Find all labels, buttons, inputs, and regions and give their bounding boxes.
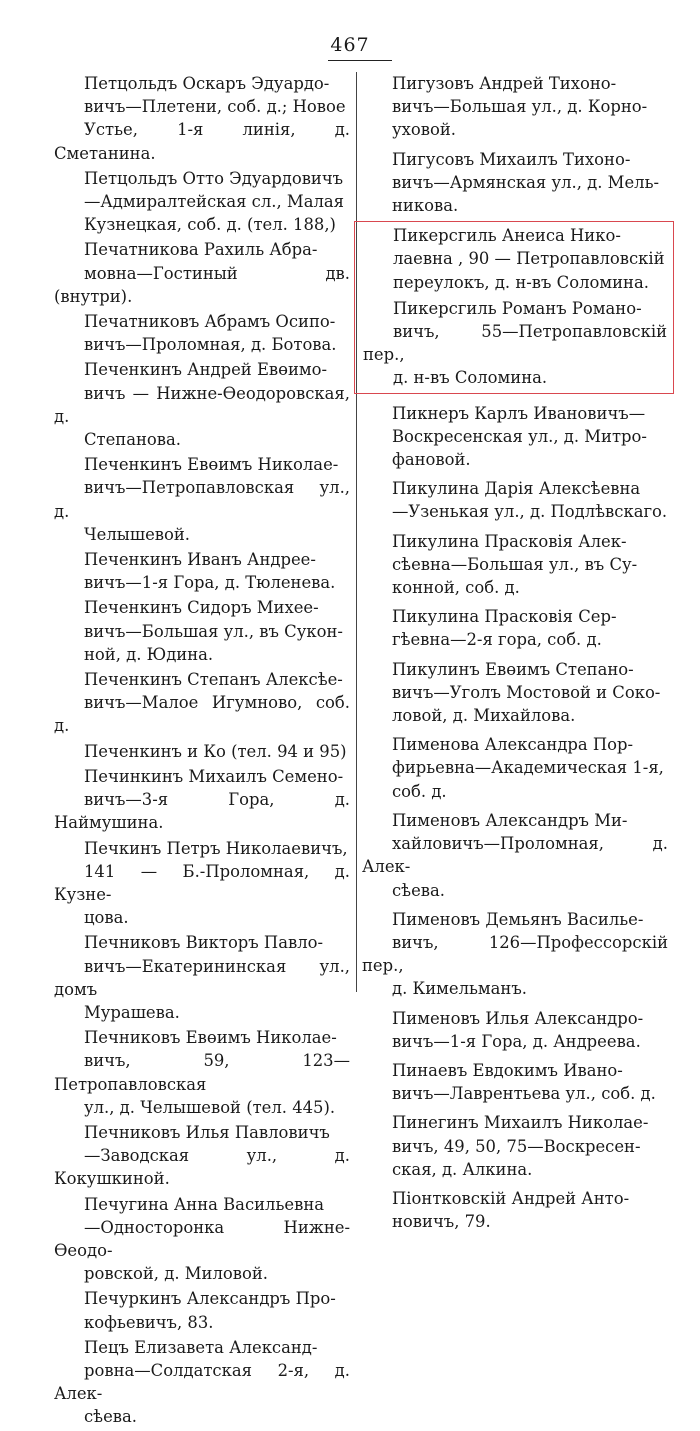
entry-line: —Адмиралтейская сл., Малая [84, 192, 344, 212]
entry-line: Пименова Александра Пор- [392, 735, 634, 755]
entry-line: Пикулина Дарія Алексѣевна [392, 479, 641, 499]
entry-line: вичъ—Петропавловская ул., д. [54, 478, 350, 521]
entry-line: вичъ—Уголъ Мостовой и Соко- [392, 682, 661, 702]
entry-line: Пигузовъ Андрей Тихоно- [392, 74, 617, 93]
entry-line: Челышевой. [84, 524, 190, 544]
entry-line: Пигусовъ Михаилъ Тихоно- [392, 149, 631, 169]
entry-line: сѣевна—Большая ул., въ Су- [392, 554, 638, 574]
page-number: 467 [330, 34, 370, 56]
left-column [54, 72, 350, 1431]
entry-line: фирьевна—Академическая 1-я, [392, 758, 664, 778]
entry-line: ловой, д. Михайлова. [392, 706, 576, 726]
entry-line: Устье, 1-я линія, д. Сметанина. [54, 120, 350, 163]
entry-line: Пикулина Прасковія Алек- [392, 531, 627, 551]
directory-entry [362, 1111, 668, 1181]
entry-line: лаевна , 90 — Петропавловскій [393, 249, 665, 269]
directory-entry [54, 1287, 350, 1333]
column-divider [356, 72, 357, 992]
page-number-rule [328, 60, 392, 61]
entry-line: Піонтковскій Андрей Анто- [392, 1188, 630, 1208]
entry-line: переулокъ, д. н-въ Соломина. [393, 272, 649, 292]
entry-line: Пинаевъ Евдокимъ Ивано- [392, 1060, 623, 1080]
directory-entry [54, 548, 350, 594]
directory-entry [54, 740, 350, 763]
directory-entry [54, 310, 350, 356]
entry-line: вичъ, 55—Петропавловскій пер., [363, 322, 667, 365]
directory-entry [362, 733, 668, 803]
directory-entry [362, 605, 668, 651]
entry-line: Печенкинъ Сидоръ Михее- [84, 598, 319, 618]
entry-line: вичъ—Плетени, соб. д.; Новое [84, 97, 346, 117]
entry-line: д. н-въ Соломина. [393, 368, 548, 388]
entry-line: Мурашева. [84, 1002, 180, 1022]
entry-line: ной, д. Юдина. [84, 644, 214, 664]
entry-line: Петцольдъ Отто Эдуардовичъ [84, 168, 344, 188]
entry-line: Печниковъ Викторъ Павло- [84, 933, 324, 953]
entry-line: Печугина Анна Васильевна [84, 1194, 325, 1214]
entry-line: Печниковъ Илья Павловичъ [84, 1122, 330, 1142]
entry-line: хайловичъ—Проломная, д. Алек- [362, 834, 668, 877]
entry-line: —Заводская ул., д. Кокушкиной. [54, 1146, 350, 1189]
entry-line: вичъ—Малое Игумново, соб. д. [54, 693, 350, 736]
entry-line: Печатниковъ Абрамъ Осипо- [84, 312, 336, 332]
entry-line: 141 — Б.-Проломная, д. Кузне- [54, 861, 350, 904]
entry-line: уховой. [392, 120, 456, 140]
entry-line: кофьевичъ, 83. [84, 1312, 214, 1332]
entry-line: Печинкинъ Михаилъ Семено- [84, 766, 344, 786]
entry-line: Пинегинъ Михаилъ Николае- [392, 1113, 649, 1133]
entry-line: вичъ—1-я Гора, д. Тюленева. [84, 573, 336, 593]
entry-line: Петцольдъ Оскаръ Эдуардо- [84, 74, 330, 93]
directory-entry [362, 1059, 668, 1105]
entry-line: Пикулина Прасковія Сер- [392, 607, 617, 627]
entry-line: Печатникова Рахиль Абра- [84, 240, 318, 260]
entry-line: вичъ—Екатерининская ул., домъ [54, 956, 350, 999]
entry-line: вичъ, 126—Профессорскій пер., [362, 932, 668, 976]
entry-line: вичъ—Проломная, д. Ботова. [84, 335, 337, 355]
entry-line: соб. д. [392, 781, 447, 801]
highlight-box [354, 221, 674, 393]
entry-line: д. Кимельманъ. [392, 979, 527, 999]
entry-line: Пименовъ Илья Александро- [392, 1008, 644, 1028]
entry-line: Печкинъ Петръ Николаевичъ, [84, 838, 348, 858]
right-column-before [362, 72, 668, 217]
directory-entry [362, 1007, 668, 1053]
directory-entry [54, 837, 350, 930]
entry-line: Печенкинъ Иванъ Андрее- [84, 550, 316, 570]
entry-line: ровской, д. Миловой. [84, 1264, 268, 1284]
directory-entry [362, 908, 668, 1001]
entry-line: Пецъ Елизавета Александ- [84, 1337, 318, 1357]
right-column [362, 72, 668, 1239]
directory-entry [54, 668, 350, 738]
entry-line: ская, д. Алкина. [392, 1159, 533, 1179]
directory-entry [54, 596, 350, 666]
entry-line: Печенкинъ Евөимъ Николае- [84, 455, 339, 475]
directory-entry [54, 238, 350, 308]
directory-entry [54, 1193, 350, 1286]
entry-line: гѣевна—2-я гора, соб. д. [392, 630, 602, 650]
entry-line: сѣева. [392, 880, 445, 900]
directory-entry [54, 453, 350, 546]
directory-entry [363, 297, 667, 390]
directory-entry [362, 658, 668, 728]
entry-line: вичъ — Нижне-Өеодоровская, д. [54, 383, 350, 426]
entry-line: —Узенькая ул., д. Подлѣвскаго. [392, 502, 668, 522]
entry-line: вичъ—3-я Гора, д. Наймушина. [54, 790, 350, 833]
directory-entry [54, 765, 350, 835]
entry-line: Кузнецкая, соб. д. (тел. 188,) [84, 215, 336, 235]
directory-entry [54, 358, 350, 451]
directory-entry [362, 530, 668, 600]
entry-line: Печенкинъ Андрей Евөимо- [84, 360, 328, 380]
entry-line: Печенкинъ Степанъ Алексѣе- [84, 670, 343, 690]
right-column-after [362, 402, 668, 1234]
entry-line: Пикерсгиль Анеиса Нико- [393, 226, 621, 246]
directory-entry [54, 1336, 350, 1429]
entry-line: вичъ—Армянская ул., д. Мель- [392, 172, 660, 192]
directory-entry [54, 1026, 350, 1119]
directory-entry [362, 1187, 668, 1233]
entry-line: Пикерсгиль Романъ Романо- [393, 298, 642, 318]
directory-entry [363, 224, 667, 294]
entry-line: Пикулинъ Евөимъ Степано- [392, 659, 634, 679]
entry-line: Печенкинъ и Ко (тел. 94 и 95) [84, 741, 347, 761]
entry-line: Печуркинъ Александръ Про- [84, 1289, 336, 1309]
entry-line: вичъ, 49, 50, 75—Воскресен- [392, 1136, 641, 1156]
entry-line: ровна—Солдатская 2-я, д. Алек- [54, 1360, 350, 1404]
entry-line: Пименовъ Александръ Ми- [392, 810, 628, 830]
entry-line: вичъ—Большая ул., д. Корно- [392, 97, 648, 117]
directory-entry [362, 809, 668, 902]
entry-line: вичъ, 59, 123—Петропавловская [54, 1051, 350, 1094]
entry-line: ул., д. Челышевой (тел. 445). [84, 1097, 336, 1117]
directory-entry [54, 72, 350, 165]
entry-line: никова. [392, 196, 459, 216]
directory-entry [362, 402, 668, 472]
entry-line: Воскресенская ул., д. Митро- [392, 426, 647, 446]
directory-entry [362, 477, 668, 523]
directory-entry [54, 167, 350, 237]
entry-line: новичъ, 79. [392, 1212, 491, 1232]
entry-line: Пименовъ Демьянъ Василье- [392, 909, 644, 929]
entry-line: вичъ—1-я Гора, д. Андреева. [392, 1031, 641, 1051]
entry-line: Печниковъ Евөимъ Николае- [84, 1028, 337, 1048]
entry-line: мовна—Гостиный дв. (внутри). [54, 263, 350, 306]
entry-line: —Односторонка Нижне-Өеодо- [54, 1217, 350, 1260]
entry-line: Степанова. [84, 430, 182, 450]
entry-line: конной, соб. д. [392, 578, 520, 598]
entry-line: вичъ—Лаврентьева ул., соб. д. [392, 1084, 656, 1104]
entry-line: цова. [84, 908, 129, 928]
entry-line: сѣева. [84, 1407, 137, 1427]
directory-entry [54, 931, 350, 1024]
directory-entry [54, 1121, 350, 1191]
entry-line: Пикнеръ Карлъ Ивановичъ— [392, 403, 646, 423]
entry-line: фановой. [392, 450, 471, 470]
entry-line: вичъ—Большая ул., въ Сукон- [84, 621, 343, 641]
directory-entry [362, 148, 668, 218]
directory-entry [362, 72, 668, 142]
